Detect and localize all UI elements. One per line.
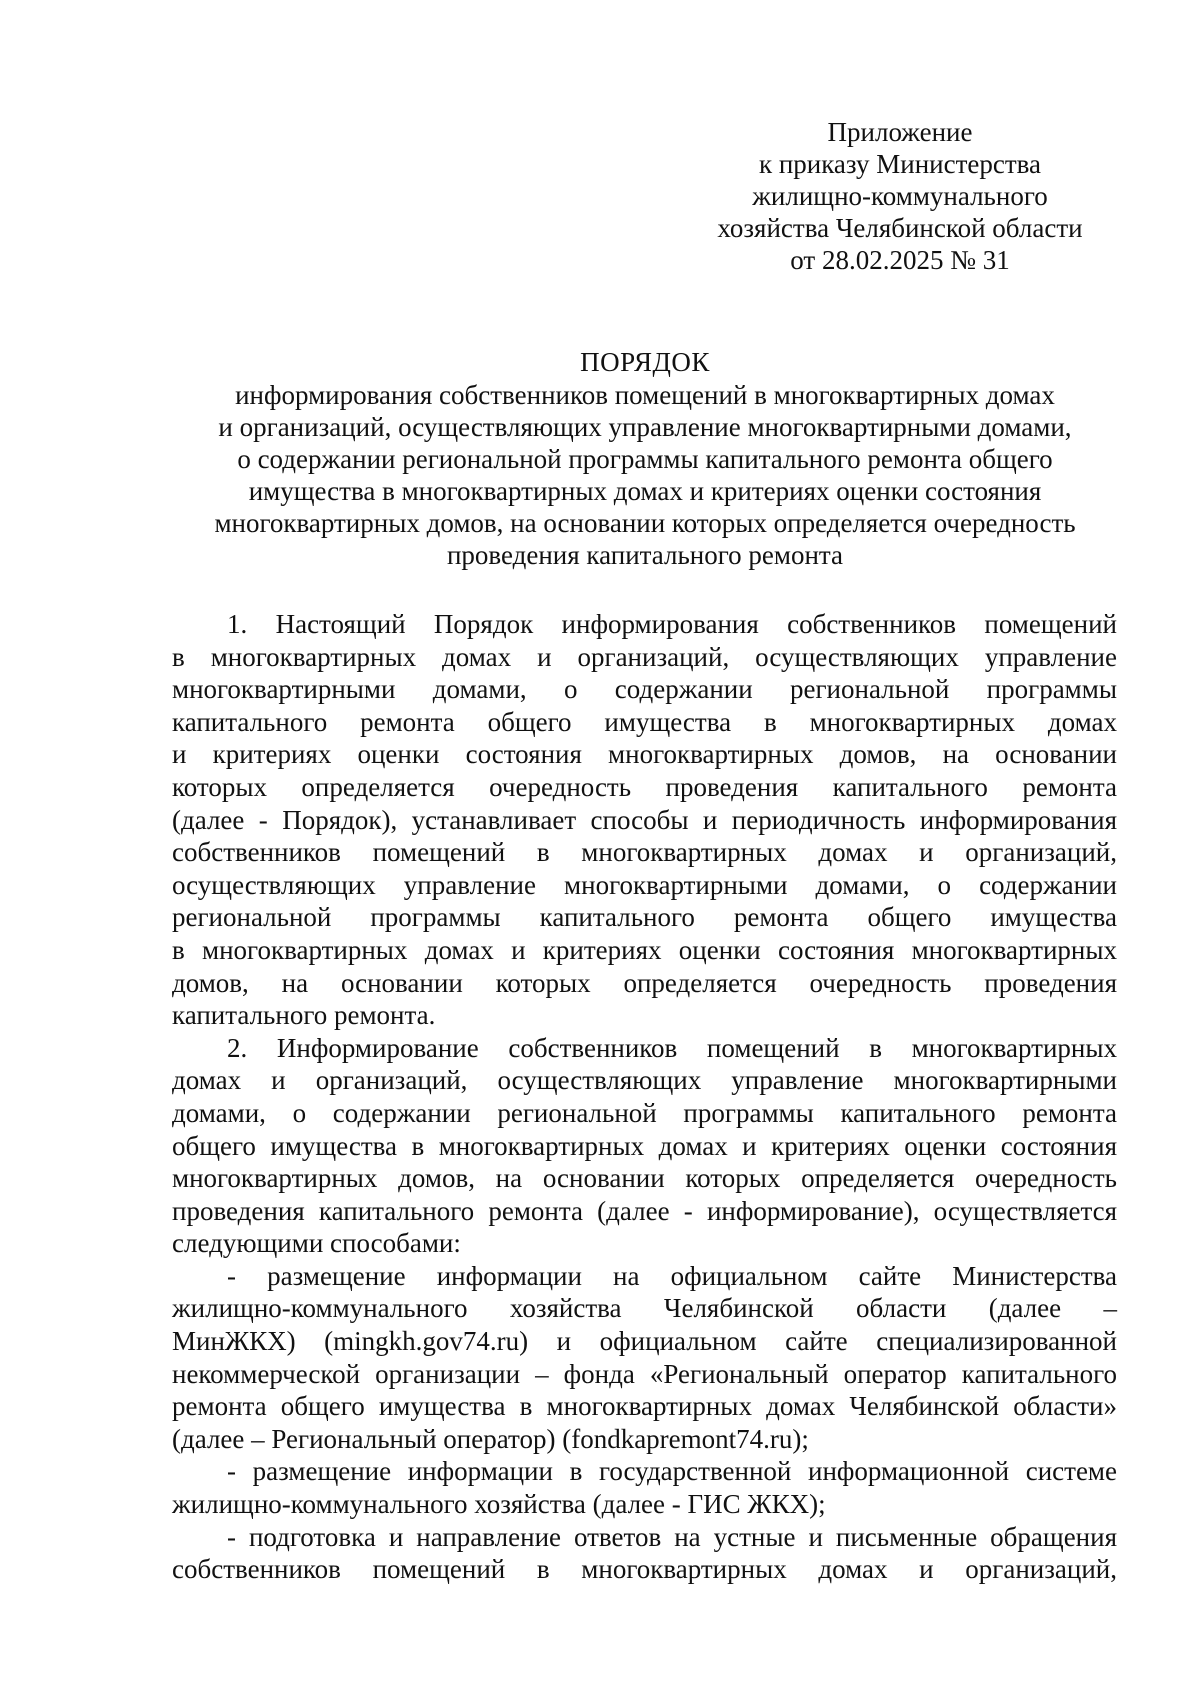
document-subtitle-line: о содержании региональной программы капитального ремонта общего (237, 444, 1053, 474)
bullet-3-line: - подготовка и направление ответов на устные и письменные обращения (227, 1521, 1117, 1552)
bullet-1-line: ремонта общего имущества в многоквартирных домах Челябинской области» (172, 1391, 1117, 1422)
paragraph-2-line: домами, о содержании региональной программы капитального ремонта (172, 1097, 1117, 1128)
paragraph-1-line: осуществляющих управление многоквартирными домами, о содержании (172, 869, 1117, 900)
document-subtitle-line: имущества в многоквартирных домах и критериях оценки состояния (248, 476, 1042, 506)
bullet-1-line: некоммерческой организации – фонда «Региональный оператор капитального (172, 1358, 1117, 1389)
document-title: ПОРЯДОК (580, 347, 710, 377)
appendix-date-line: от 28.02.2025 № 31 (790, 245, 1010, 275)
paragraph-2-line: проведения капитального ремонта (далее - информирование), осуществляется (172, 1195, 1117, 1226)
paragraph-1-line: региональной программы капитального ремонта общего имущества (172, 902, 1117, 933)
paragraph-2-line: домах и организаций, осуществляющих управление многоквартирными (172, 1065, 1117, 1096)
bullet-1-line: (далее – Региональный оператор) (fondkapremont74.ru); (172, 1423, 809, 1454)
bullet-1-line: жилищно-коммунального хозяйства Челябинской области (далее – (172, 1293, 1117, 1324)
paragraph-1-line: капитального ремонта. (172, 1000, 436, 1031)
bullet-2-line: жилищно-коммунального хозяйства (далее - ГИС ЖКХ); (172, 1489, 826, 1520)
paragraph-1-line: капитального ремонта общего имущества в многоквартирных домах (172, 706, 1117, 737)
paragraph-1-line: и критериях оценки состояния многоквартирных домов, на основании (172, 739, 1117, 770)
paragraph-1-line: которых определяется очередность проведения капитального ремонта (172, 771, 1117, 802)
bullet-1-line: МинЖКХ) (mingkh.gov74.ru) и официальном сайте специализированной (172, 1326, 1117, 1357)
appendix-line: Приложение (827, 117, 973, 147)
paragraph-1-line: 1. Настоящий Порядок информирования собственников помещений (227, 609, 1117, 639)
paragraph-2-line: 2. Информирование собственников помещений в многоквартирных (227, 1032, 1117, 1063)
paragraph-1-line: многоквартирными домами, о содержании региональной программы (172, 674, 1117, 705)
paragraph-2-line: многоквартирных домов, на основании которых определяется очередность (172, 1163, 1117, 1194)
appendix-line: хозяйства Челябинской области (717, 213, 1083, 243)
bullet-2-line: - размещение информации в государственной информационной системе (227, 1456, 1117, 1487)
paragraph-1-line: (далее - Порядок), устанавливает способы и периодичность информирования (172, 804, 1117, 835)
appendix-block (700, 116, 1100, 276)
appendix-line: к приказу Министерства (758, 149, 1042, 179)
document-subtitle-line: проведения капитального ремонта (446, 540, 844, 570)
document-subtitle-line: и организаций, осуществляющих управление многоквартирными домами, (218, 412, 1072, 442)
document-subtitle-line: информирования собственников помещений в многоквартирных домах (235, 380, 1055, 410)
document-title-block (172, 346, 1118, 571)
paragraph-1-line: собственников помещений в многоквартирных домах и организаций, (172, 837, 1117, 868)
paragraph-2-line: следующими способами: (172, 1228, 461, 1259)
bullet-3-line: собственников помещений в многоквартирных домах и организаций, (172, 1554, 1117, 1585)
paragraph-1-line: в многоквартирных домах и организаций, осуществляющих управление (172, 641, 1117, 672)
appendix-line: жилищно-коммунального (752, 181, 1048, 211)
bullet-1-line: - размещение информации на официальном сайте Министерства (227, 1260, 1117, 1291)
paragraph-1-line: в многоквартирных домах и критериях оценки состояния многоквартирных (172, 934, 1117, 965)
paragraph-1-line: домов, на основании которых определяется очередность проведения (172, 967, 1117, 998)
document-subtitle-line: многоквартирных домов, на основании которых определяется очередность (214, 508, 1076, 538)
document-body (172, 608, 1117, 1586)
paragraph-2-line: общего имущества в многоквартирных домах и критериях оценки состояния (172, 1130, 1117, 1161)
